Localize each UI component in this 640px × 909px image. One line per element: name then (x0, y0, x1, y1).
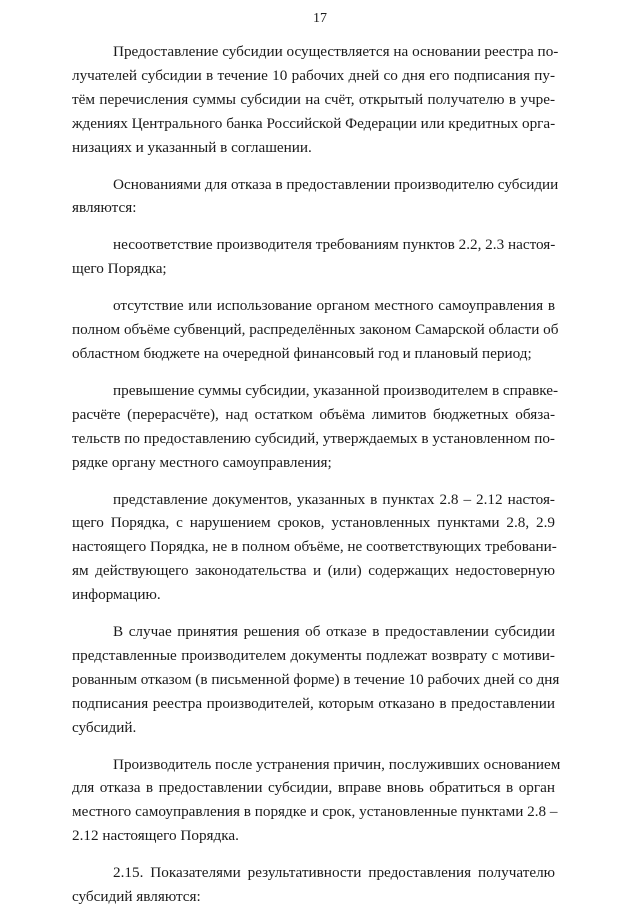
text-line: ждениях Центрального банка Российской Федерации или кредитных орга- (72, 114, 556, 132)
text-line: субсидий являются: (72, 888, 201, 906)
paragraph-gap (113, 366, 555, 379)
text-line: местного самоуправления в порядке и срок, установленные пунктами 2.8 – (72, 803, 558, 821)
paragraph-gap (113, 220, 555, 233)
paragraph-gap (113, 160, 555, 173)
text-line: Основаниями для отказа в предоставлении производителю субсидии (113, 175, 559, 193)
text-line: для отказа в предоставлении субсидии, вправе вновь обратиться в орган (72, 779, 555, 797)
text-line: расчёте (перерасчёте), над остатком объёма лимитов бюджетных обяза- (72, 405, 555, 423)
text-line: полном объёме субвенций, распределённых законом Самарской области об (72, 321, 559, 339)
text-line: представление документов, указанных в пунктах 2.8 – 2.12 настоя- (113, 490, 555, 508)
text-line: информацию. (72, 586, 161, 604)
paragraph (72, 294, 559, 366)
paragraph (72, 379, 559, 475)
text-line: областном бюджете на очередной финансовый год и плановый период; (72, 344, 532, 362)
paragraph-gap (113, 607, 555, 620)
text-line: превышение суммы субсидии, указанной производителем в справке- (113, 381, 559, 399)
paragraph (72, 173, 559, 221)
text-line: щего Порядка, с нарушением сроков, установленных пунктами 2.8, 2.9 (72, 514, 555, 532)
text-line: Производитель после устранения причин, послуживших основанием (113, 755, 561, 773)
text-line: рованным отказом (в письменной форме) в течение 10 рабочих дней со дня (72, 670, 560, 688)
text-line: 2.12 настоящего Порядка. (72, 827, 239, 845)
page-number: 17 (313, 11, 327, 26)
paragraph-gap (113, 740, 555, 753)
text-line: щего Порядка; (72, 260, 167, 278)
text-line: В случае принятия решения об отказе в предоставлении субсидии (113, 623, 555, 641)
text-line: являются: (72, 199, 137, 217)
document-body (72, 40, 561, 909)
paragraph-gap (113, 281, 555, 294)
text-line: тём перечисления суммы субсидии на счёт, открытый получателю в учре- (72, 90, 555, 108)
paragraph-gap (113, 848, 555, 861)
paragraph (72, 233, 556, 281)
text-line: субсидий. (72, 718, 137, 736)
text-line: настоящего Порядка, не в полном объёме, не соответствующих требовани- (72, 538, 557, 556)
text-line: несоответствие производителя требованиям пунктов 2.2, 2.3 настоя- (113, 236, 556, 254)
text-line: подписания реестра производителей, которым отказано в предоставлении (72, 694, 555, 712)
paragraph (72, 753, 561, 849)
paragraph (72, 488, 557, 608)
text-line: лучателей субсидии в течение 10 рабочих дней со дня его подписания пу- (72, 66, 555, 84)
text-line: рядке органу местного самоуправления; (72, 453, 332, 471)
text-line: 2.15. Показателями результативности предоставления получателю (113, 864, 555, 882)
text-line: низациях и указанный в соглашении. (72, 138, 312, 156)
text-line: тельств по предоставлению субсидий, утверждаемых в установленном по- (72, 429, 555, 447)
text-line: ям действующего законодательства и (или) содержащих недостоверную (72, 562, 555, 580)
paragraph (72, 861, 555, 909)
paragraph (72, 40, 559, 160)
paragraph-gap (113, 475, 555, 488)
text-line: представленные производителем документы подлежат возврату с мотиви- (72, 646, 555, 664)
paragraph (72, 620, 560, 740)
text-line: отсутствие или использование органом местного самоуправления в (113, 297, 555, 315)
text-line: Предоставление субсидии осуществляется на основании реестра по- (113, 43, 559, 60)
